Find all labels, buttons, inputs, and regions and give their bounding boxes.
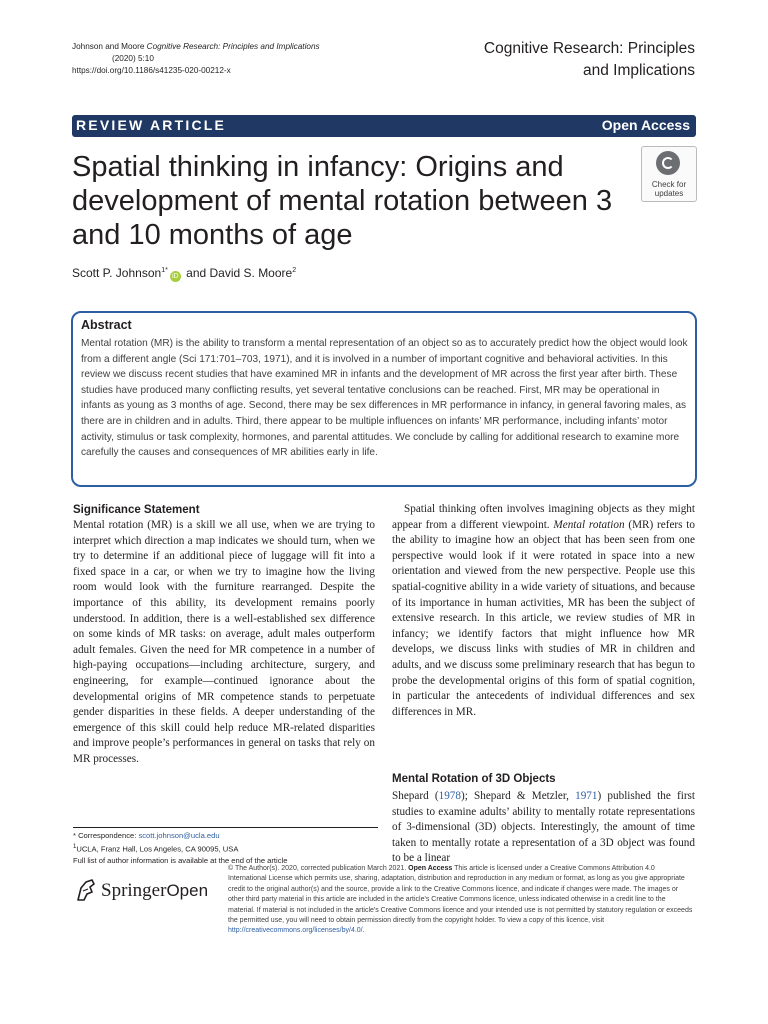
footnote <box>73 830 383 867</box>
citation-link-1978[interactable]: 1978 <box>438 790 461 802</box>
footnote-divider <box>73 827 378 828</box>
article-type-banner <box>72 115 696 137</box>
license-link[interactable]: http://creativecommons.org/licenses/by/4.0/ <box>228 927 363 935</box>
section-text-3: ) published the first studies to examine adults’ ability to mentally rotate representations of 3-dimensional (3D) objects. Interestingly, the amount of time taken to mentally rotate a representation of a 3D object was found to be a linear <box>392 790 696 865</box>
citation-journal: Cognitive Research: Principles and Implications <box>146 42 320 51</box>
section-paragraph <box>392 789 695 867</box>
significance-heading: Significance Statement <box>73 504 200 516</box>
orcid-icon[interactable]: iD <box>170 271 181 282</box>
author-2-affiliation: 2 <box>292 267 297 274</box>
license-copyright: © The Author(s). 2020, corrected publication March 2021. <box>228 865 409 872</box>
check-for-updates-label <box>642 180 696 198</box>
journal-title-line2: and Implications <box>582 62 695 79</box>
author-1[interactable]: Scott P. Johnson <box>72 266 162 280</box>
author-info-note: Full list of author information is available at the end of the article <box>73 856 288 866</box>
article-title: Spatial thinking in infancy: Origins and development of mental rotation between 3 and 10 months of age <box>72 151 613 251</box>
open-access-label: Open Access <box>601 117 690 133</box>
citation-link-1971[interactable]: 1971 <box>575 790 598 802</box>
license-open-access: Open Access <box>408 865 453 872</box>
intro-text-start: Spatial thinking often involves imagining objects as they might appear from a different viewpoint. <box>392 503 695 531</box>
publisher-name <box>101 880 208 902</box>
license-text <box>228 864 693 937</box>
section-text-1: Shepard ( <box>392 790 439 802</box>
check-for-updates-line1: Check for <box>651 180 687 189</box>
check-for-updates-icon <box>656 151 680 175</box>
correspondence-email-link[interactable]: scott.johnson@ucla.edu <box>138 831 220 840</box>
check-for-updates-line2: updates <box>654 189 684 198</box>
affiliation-text: UCLA, Franz Hall, Los Angeles, CA 90095, USA <box>76 844 239 854</box>
intro-paragraph <box>392 502 695 720</box>
license-body: This article is licensed under a Creative Commons Attribution 4.0 International License which permits use, sharing, adaptation, distribution and reproduction in any medium or format, as long as you give appropriate credit to the original author(s) and the source, provide a link to the Creative Commons licence, and indicate if changes were made. The images or other third party material in this article are included in the article's Creative Commons licence, unless indicated otherwise in a credit line to the material. If material is not included in the article's Creative Commons licence and your intended use is not permitted by statutory regulation or exceeds the permitted use, you will need to obtain permission directly from the copyright holder. To view a copy of this licence, visit <box>228 865 693 925</box>
publisher-name-open: Open <box>166 881 209 900</box>
intro-term-mental-rotation: Mental rotation <box>553 518 625 531</box>
abstract-text: Mental rotation (MR) is the ability to transform a mental representation of an object so as to accurately predict how the object would look from a different angle (Sci 171:701–703, 1971), and it is involved in a number of important cognitive and behavioral activities. In this review we discuss recent studies that have examined MR in infants and the development of MR across the first year after birth. These studies have produced many conflicting results, yet several tentative conclusions can be reached. First, MR may be operational in infants as young as 3 months of age. Second, there may be sex differences in MR performance in infancy, in general favoring males, as there are in children and in adults. Third, there appear to be multiple influences on infants’ MR performance, including infants’ motor activity, stimulus or task complexity, hormones, and parental attitudes. We conclude by calling for additional research to examine more carefully the causes and consequences of MR abilities early in life. <box>81 338 688 459</box>
section-heading-mental-rotation: Mental Rotation of 3D Objects <box>392 773 556 785</box>
journal-title-line1: Cognitive Research: Principles <box>483 40 695 57</box>
correspondence-label: * Correspondence: <box>73 831 139 840</box>
author-1-affiliation: 1* <box>161 267 168 274</box>
journal-title <box>435 38 695 82</box>
citation-authors: Johnson and Moore <box>72 42 147 51</box>
intro-text-rest: (MR) refers to the ability to imagine how an object that has been seen from one perspective would look if it were rotated in space into a new orientation and viewed from the new perspective. People use this spatial-cognitive ability in a wide variety of situations, and because of its importance in human activities, MR has been the subject of extensive research. In this article, we review studies of MR in infancy; we identify factors that might influence how MR develops, we discuss links with studies of MR in children and adults, and we discuss some preliminary research that has begun to probe the developmental origins of this form of spatial cognition, in particular the antecedents of individual differences and sex differences in MR. <box>392 518 696 718</box>
affiliation-sup: 1 <box>73 843 77 850</box>
publisher-name-springer: Springer <box>101 880 167 901</box>
springer-open-logo[interactable] <box>75 876 215 906</box>
license-end: . <box>362 927 365 935</box>
citation-block <box>72 41 372 77</box>
significance-text: Mental rotation (MR) is a skill we all use, when we are trying to interpret which direction a map indicates we should turn, when we try to determine if an additional piece of luggage will fit into a fixed space in a car, or when we try to imagine how the living room would look with the furniture rearranged. Despite the importance of this ability, its development remains poorly understood. In addition, there is a well-established sex difference on some kinds of MR tasks: on average, adult males outperform adult females. Given the need for MR competence in a number of high-paying occupations—including architecture, surgery, and engineering, for example—continued ignorance about the developmental origins of MR competence stands to perpetuate gender disparities in these fields. A deeper understanding of the emergence of this skill could help reduce MR-related disparities and improve people’s performances in general on tasks that rely on MR processes. <box>73 519 375 765</box>
citation-doi[interactable]: https://doi.org/10.1186/s41235-020-00212-x <box>72 66 231 75</box>
check-for-updates-button[interactable] <box>641 146 697 202</box>
abstract-heading: Abstract <box>81 318 132 332</box>
author-list <box>72 266 296 282</box>
author-2[interactable]: and David S. Moore <box>182 266 293 280</box>
citation-volume: (2020) 5:10 <box>112 54 154 63</box>
abstract-box <box>71 311 697 487</box>
springer-horse-icon <box>75 878 97 902</box>
section-text-2: ); Shepard & Metzler, <box>460 790 576 802</box>
article-type-label: REVIEW ARTICLE <box>76 117 227 133</box>
